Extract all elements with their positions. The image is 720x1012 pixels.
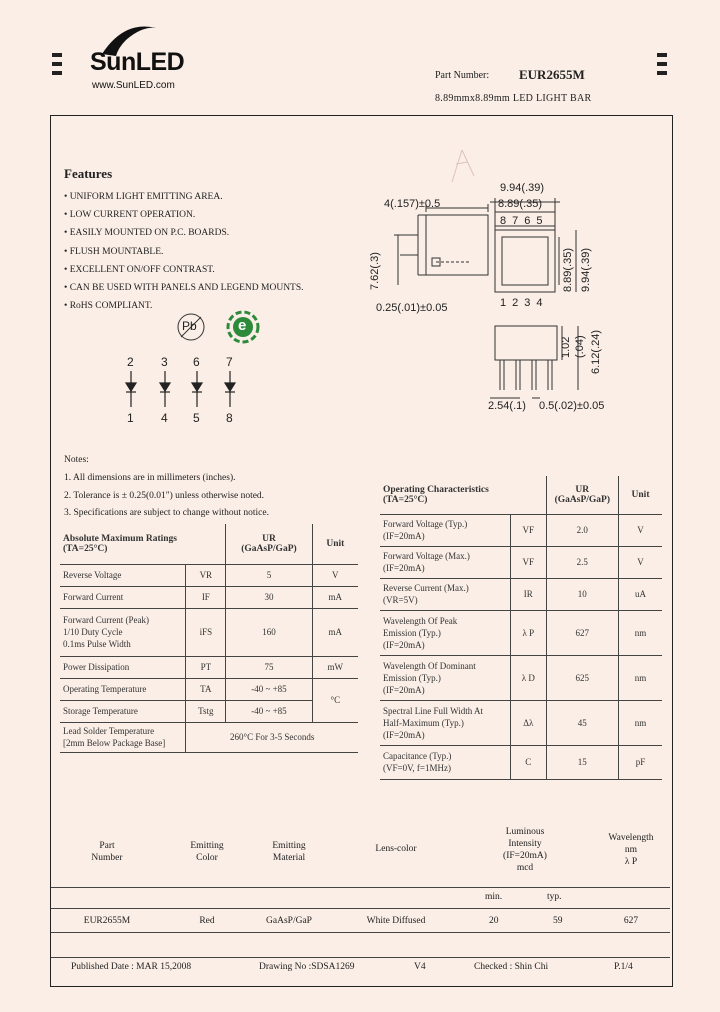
- dim-side: 7.62(.3): [369, 252, 381, 290]
- dim-base-in: (.04): [574, 335, 586, 358]
- op-char-title: Operating Characteristics (TA=25°C): [383, 484, 489, 505]
- dim-depth: 4(.157)±0.5: [384, 198, 441, 210]
- table-row: Wavelength Of Dominant Emission (Typ.) (IF=20mA) λ D 625 nm: [380, 655, 662, 700]
- corner-mark: [52, 53, 62, 57]
- pin-label: 1: [127, 411, 134, 425]
- dim-height-outer: 9.94(.39): [580, 247, 592, 292]
- published-date: Published Date : MAR 15,2008: [71, 962, 192, 972]
- pin-label: 8: [226, 411, 233, 425]
- feature-item: • RoHS COMPLIANT.: [64, 301, 153, 312]
- table-row: Forward Current IF 30 mA: [60, 586, 358, 608]
- top-pin-labels: 8765: [500, 215, 549, 227]
- part-number: EUR2655M: [519, 67, 585, 82]
- abs-max-col-material: UR (GaAsP/GaP): [226, 524, 312, 564]
- table-row: Storage Temperature Tstg -40 ~ +85: [60, 700, 358, 722]
- pin-label: 4: [161, 411, 168, 425]
- bottom-pin-labels: 1234: [500, 297, 549, 309]
- col-intensity: Luminous Intensity (IF=20mA) mcd: [503, 827, 547, 873]
- corner-mark: [52, 71, 62, 75]
- pin-label: 6: [193, 355, 200, 369]
- divider: [51, 908, 670, 909]
- row-typ: 59: [553, 916, 563, 926]
- divider: [51, 957, 670, 958]
- table-row: Operating Temperature TA -40 ~ +85 °C: [60, 678, 358, 700]
- feature-item: • FLUSH MOUNTABLE.: [64, 246, 164, 257]
- selection-guide: [51, 824, 671, 984]
- notes: [64, 452, 269, 523]
- logo-text: SunLED: [90, 48, 185, 76]
- op-char-col-unit: Unit: [619, 476, 662, 514]
- col-wavelength: Wavelength nm λ P: [608, 833, 654, 867]
- features-title: Features: [64, 166, 113, 181]
- feature-item: • EXCELLENT ON/OFF CONTRAST.: [64, 264, 215, 275]
- part-number-label: Part Number:: [435, 70, 490, 81]
- website: www.SunLED.com: [92, 80, 175, 91]
- feature-item: • EASILY MOUNTED ON P.C. BOARDS.: [64, 228, 230, 239]
- dim-height-inner: 8.89(.35): [562, 247, 574, 292]
- version: V4: [414, 962, 426, 972]
- row-lens: White Diffused: [366, 916, 426, 926]
- row-color: Red: [199, 916, 215, 926]
- row-min: 20: [489, 916, 499, 926]
- note-item: 1. All dimensions are in millimeters (inches).: [64, 472, 236, 483]
- operating-characteristics-table: [380, 476, 662, 780]
- corner-mark: [657, 71, 667, 75]
- feature-item: • UNIFORM LIGHT EMITTING AREA.: [64, 192, 223, 202]
- row-material: GaAsP/GaP: [266, 916, 312, 926]
- features-list: [64, 188, 304, 315]
- op-char-col-material: UR (GaAsP/GaP): [546, 476, 618, 514]
- dim-width-outer: 9.94(.39): [500, 182, 545, 194]
- col-material: Emitting Material: [272, 841, 306, 863]
- abs-max-table: [60, 524, 358, 753]
- abs-max-title: Absolute Maximum Ratings (TA=25°C): [63, 533, 178, 554]
- feature-item: • LOW CURRENT OPERATION.: [64, 210, 196, 221]
- pin-label: 3: [161, 355, 168, 369]
- col-lens: Lens-color: [375, 844, 417, 854]
- sub-min: min.: [485, 892, 503, 902]
- subtitle: 8.89mmx8.89mm LED LIGHT BAR: [435, 93, 592, 104]
- corner-mark: [52, 62, 62, 66]
- row-wavelength: 627: [623, 916, 639, 926]
- pb-free-icon: Pb: [176, 312, 206, 342]
- rohs-icon: e: [226, 310, 260, 344]
- sub-typ: typ.: [547, 892, 562, 902]
- table-row: Forward Current (Peak) 1/10 Duty Cycle 0.1ms Pulse Width iFS 160 mA: [60, 608, 358, 656]
- table-row: Reverse Current (Max.) (VR=5V) IR 10 uA: [380, 578, 662, 610]
- table-row: Lead Solder Temperature [2mm Below Package Base] 260°C For 3-5 Seconds: [60, 722, 358, 752]
- notes-title: Notes:: [64, 455, 89, 465]
- table-row: Reverse Voltage VR 5 V: [60, 564, 358, 586]
- dim-pin-width: 0.5(.02)±0.05: [539, 400, 605, 412]
- dim-pin-thickness: 0.25(.01)±0.05: [376, 302, 448, 314]
- feature-item: • CAN BE USED WITH PANELS AND LEGEND MOUNTS.: [64, 283, 304, 294]
- divider: [51, 932, 670, 933]
- pin-label: 5: [193, 411, 200, 425]
- corner-mark: [657, 53, 667, 57]
- drawing-number: Drawing No :SDSA1269: [259, 962, 355, 972]
- row-part: EUR2655M: [83, 916, 131, 926]
- dim-pitch: 2.54(.1): [488, 400, 526, 412]
- note-item: 2. Tolerance is ± 0.25(0.01") unless otherwise noted.: [64, 490, 265, 501]
- table-row: Power Dissipation PT 75 mW: [60, 656, 358, 678]
- note-item: 3. Specifications are subject to change without notice.: [64, 508, 269, 519]
- table-row: Spectral Line Full Width At Half-Maximum (Typ.) (IF=20mA) Δλ 45 nm: [380, 700, 662, 745]
- dim-base: 1.02: [560, 336, 572, 358]
- pin-label: 7: [226, 355, 233, 369]
- table-row: Forward Voltage (Max.) (IF=20mA) VF 2.5 V: [380, 546, 662, 578]
- abs-max-col-unit: Unit: [312, 524, 358, 564]
- col-part: Part Number: [91, 841, 123, 863]
- pin-label: 2: [127, 355, 134, 369]
- sunled-logo: [84, 18, 194, 98]
- table-row: Forward Voltage (Typ.) (IF=20mA) VF 2.0 V: [380, 514, 662, 546]
- page-number: P.1/4: [614, 962, 633, 972]
- divider: [51, 887, 670, 888]
- dim-lead: 6.12(.24): [590, 329, 602, 374]
- circuit-diagram: [120, 355, 250, 427]
- checked-by: Checked : Shin Chi: [474, 962, 549, 972]
- dim-width-inner: 8.89(.35): [498, 198, 543, 210]
- table-row: Capacitance (Typ.) (VF=0V, f=1MHz) C 15 pF: [380, 745, 662, 779]
- col-color: Emitting Color: [190, 841, 224, 863]
- table-row: Wavelength Of Peak Emission (Typ.) (IF=20mA) λ P 627 nm: [380, 610, 662, 655]
- corner-mark: [657, 62, 667, 66]
